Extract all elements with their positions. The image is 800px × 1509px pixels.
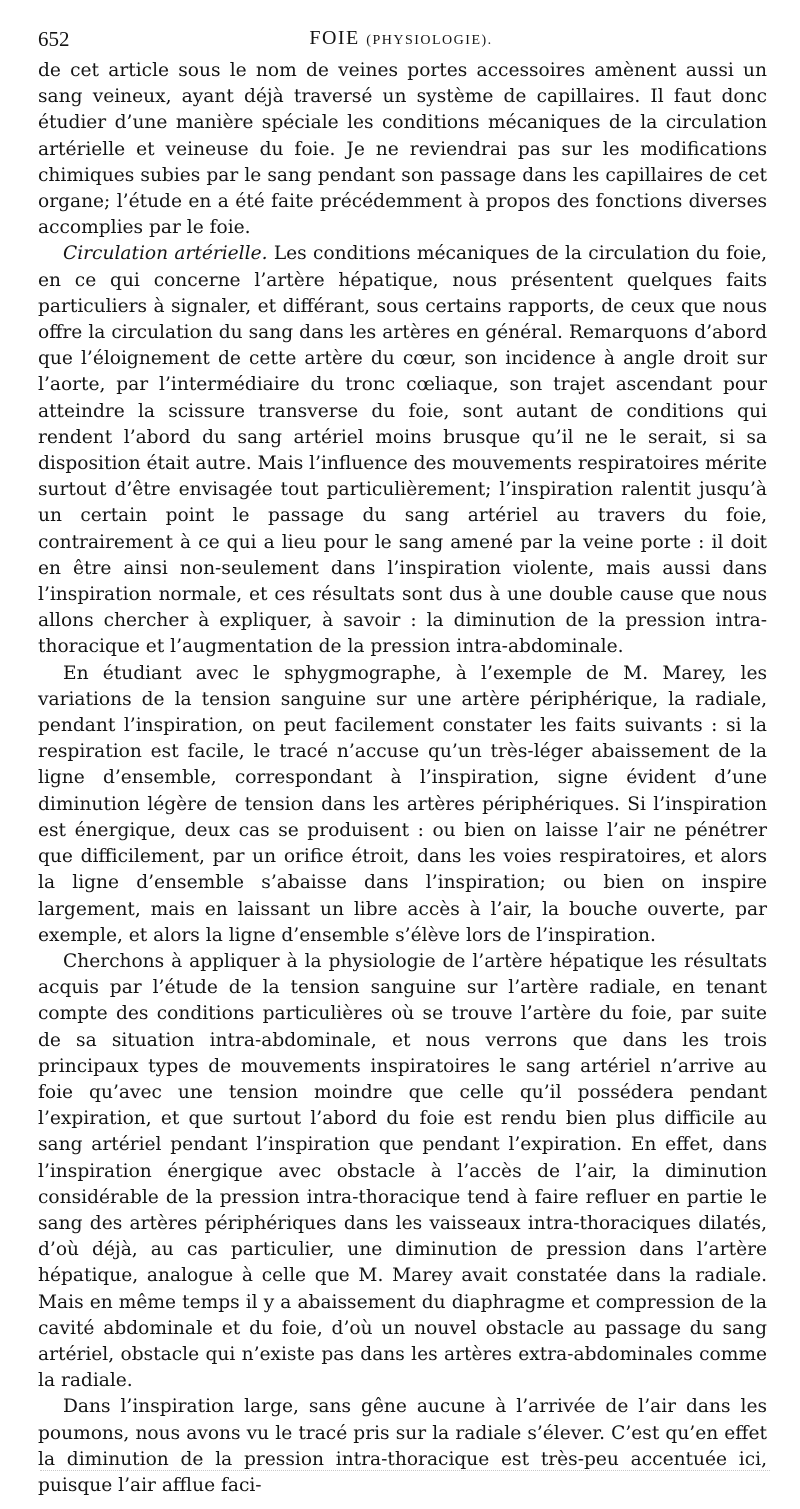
running-title-main: FOIE [309,27,360,49]
body-text [38,58,767,1499]
paragraph-2 [38,241,767,660]
footer-dotted-line [40,1470,770,1471]
running-title [38,27,764,50]
paragraph-5: Dans l’inspiration large, sans gêne aucune à l’arrivée de l’air dans les poumons, nous avons vu le tracé pris sur la radiale s’élever. C’est qu’en effet la diminution de la pression intra-thoracique est très-peu accentuée ici, puisque l’air afflue faci- [38,1396,767,1496]
page-number: 652 [38,27,70,51]
page-header [38,27,764,57]
section-heading-circulation-arterielle: Circulation artérielle. [63,243,268,265]
running-title-subtitle: (PHYSIOLOGIE). [366,33,493,48]
paragraph-1: de cet article sous le nom de veines portes accessoires amènent aussi un sang veineux, ayant déjà traversé un système de capillaires. Il faut donc étudier d’une manière spéciale les conditions mécaniques de la circulation artérielle et veineuse du foie. Je ne reviendrai pas sur les modifications chimiques subies par le sang pendant son passage dans les capillaires de cet organe; l’étude en a été faite précédemment à propos des fonctions diverses accomplies par le foie. [38,60,767,239]
paragraph-4: Cherchons à appliquer à la physiologie de l’artère hépatique les résultats acquis par l’étude de la tension sanguine sur l’artère radiale, en tenant compte des conditions particulières où se trouve l’artère du foie, par suite de sa situation intra-abdominale, et nous verrons que dans les trois principaux types de mouvements inspiratoires le sang artériel n’arrive au foie qu’avec une tension moindre que celle qu’il possédera pendant l’expiration, et que surtout l’abord du foie est rendu bien plus difficile au sang artériel pendant l’inspiration que pendant l’expiration. En effet, dans l’inspiration énergique avec obstacle à l’accès de l’air, la diminution considérable de la pression intra-thoracique tend à faire refluer en partie le sang des artères périphériques dans les vaisseaux intra-thoraciques dilatés, d’où déjà, au cas particulier, une diminution de pression dans l’artère hépatique, analogue à celle que M. Marey avait constatée dans la radiale. Mais en même temps il y a abaissement du diaphragme et compression de la cavité abdominale et du foie, d’où un nouvel obstacle au passage du sang artériel, obstacle qui n’existe pas dans les artères extra-abdominales comme la radiale. [38,950,767,1392]
paragraph-2-text: Les conditions mécaniques de la circulation du foie, en ce qui concerne l’artère hépatique, nous présentent quelques faits particuliers à signaler, et différant, sous certains rapports, de ceux que nous offre la circulation du sang dans les artères en général. Remarquons d’abord que l’éloignement de cette artère du cœur, son incidence à angle droit sur l’aorte, par l’intermédiaire du tronc cœliaque, son trajet ascendant pour atteindre la scissure transverse du foie, sont autant de conditions qui rendent l’abord du sang artériel moins brusque qu’il ne le serait, si sa disposition était autre. Mais l’influence des mouvements respiratoires mérite surtout d’être envisagée tout particulièrement; l’inspiration ralentit jusqu’à un certain point le passage du sang artériel au travers du foie, contrairement à ce qui a lieu pour le sang amené par la veine porte : il doit en être ainsi non-seulement dans l’inspiration violente, mais aussi dans l’inspiration normale, et ces résultats sont dus à une double cause que nous allons chercher à expliquer, à savoir : la diminution de la pression intra-thoracique et l’augmentation de la pression intra-abdominale. [38,243,768,658]
paragraph-3: En étudiant avec le sphygmographe, à l’exemple de M. Marey, les variations de la tension sanguine sur une artère périphérique, la radiale, pendant l’inspiration, on peut facilement constater les faits suivants : si la respiration est facile, le tracé n’accuse qu’un très-léger abaissement de la ligne d’ensemble, correspondant à l’inspiration, signe évident d’une diminution légère de tension dans les artères périphériques. Si l’inspiration est énergique, deux cas se produisent : ou bien on laisse l’air ne pénétrer que difficilement, par un orifice étroit, dans les voies respiratoires, et alors la ligne d’ensemble s’abaisse dans l’inspiration; ou bien on inspire largement, mais en laissant un libre accès à l’air, la bouche ouverte, par exemple, et alors la ligne d’ensemble s’élève lors de l’inspiration. [38,662,767,946]
